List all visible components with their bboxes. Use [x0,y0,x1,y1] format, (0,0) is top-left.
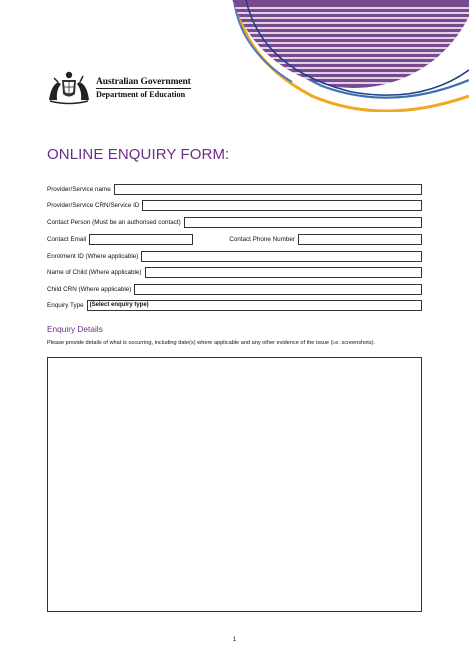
child-name-label: Name of Child (Where applicable) [47,268,142,276]
enquiry-details-description: Please provide details of what is occurring, including date(s) where applicable and any other evidence of the issue (i.e. screenshots). [47,340,376,346]
form-title: ONLINE ENQUIRY FORM: [47,146,230,163]
department-name: Department of Education [96,88,191,100]
child-crn-label: Child CRN (Where applicable) [47,285,132,293]
enrolment-id-input[interactable] [141,251,422,262]
row-provider-crn [47,199,422,211]
government-logo [46,70,191,106]
header-decoration [232,0,469,112]
coat-of-arms-icon [46,70,92,106]
enquiry-type-select[interactable]: (Select enquiry type) [87,300,422,311]
provider-crn-input[interactable] [142,200,422,211]
enquiry-details-title: Enquiry Details [47,324,103,334]
contact-person-input[interactable] [184,217,422,228]
org-name: Australian Government [96,77,191,87]
row-child-crn [47,283,422,295]
provider-crn-label: Provider/Service CRN/Service ID [47,201,140,209]
row-contact-person [47,216,422,228]
row-contact [47,233,422,245]
enquiry-details-textarea[interactable] [47,357,422,612]
child-crn-input[interactable] [134,284,422,295]
row-enquiry-type [47,299,422,311]
contact-person-label: Contact Person (Must be an authorised contact) [47,218,181,226]
enrolment-id-label: Enrolment ID (Where applicable) [47,252,139,260]
provider-name-input[interactable] [114,184,422,195]
contact-email-input[interactable] [89,234,193,245]
row-provider-name [47,183,422,195]
contact-phone-input[interactable] [298,234,422,245]
contact-phone-label: Contact Phone Number [229,235,296,243]
row-enrolment-id [47,250,422,262]
enquiry-type-label: Enquiry Type [47,301,84,309]
provider-name-label: Provider/Service name [47,185,111,193]
row-child-name [47,266,422,278]
child-name-input[interactable] [145,267,423,278]
page-number: 1 [232,637,237,643]
logo-text [96,76,191,100]
contact-email-label: Contact Email [47,235,87,243]
